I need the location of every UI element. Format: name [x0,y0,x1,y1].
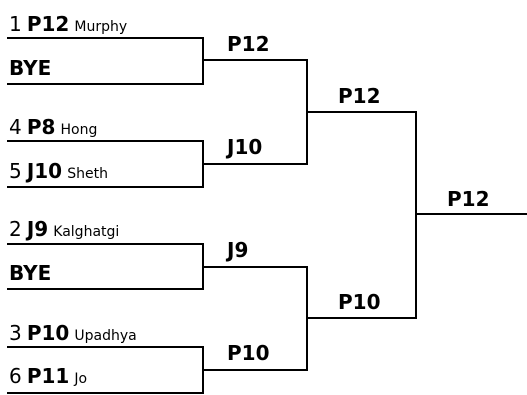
round1-entry-3 [9,117,97,137]
seed-number: 2 [9,217,22,241]
bracket-line [204,266,308,268]
bracket-connector [202,37,204,85]
round2-winner-1: P12 [227,32,270,56]
bracket-line [204,163,308,165]
round1-entry-4 [9,161,108,181]
champion: P12 [447,187,490,211]
bracket-line [7,83,204,85]
round1-entry-6 [9,263,51,283]
round1-entry-8 [9,366,87,386]
player-name: Kalghatgi [53,224,120,240]
player-name: Murphy [74,19,128,35]
bracket-line [7,186,204,188]
bracket-connector [415,111,417,319]
seed-number: 5 [9,159,22,183]
team-code: P8 [26,115,56,139]
bracket-line [7,392,204,394]
bracket-line [417,213,527,215]
bracket-line [308,317,417,319]
round1-entry-5 [9,219,119,239]
round2-winner-3: J9 [227,238,249,262]
player-name: Hong [60,122,98,138]
semifinal-winner-2: P10 [338,290,381,314]
team-code: J10 [26,159,63,183]
seed-number: 3 [9,321,22,345]
team-code: P10 [26,321,70,345]
bracket-line [7,243,204,245]
seed-number: 4 [9,115,22,139]
semifinal-winner-1: P12 [338,84,381,108]
seed-number: 1 [9,12,22,36]
bracket-line [204,59,308,61]
team-code: J9 [26,217,49,241]
bracket-line [7,288,204,290]
bye-label: BYE [9,56,52,80]
seed-number: 6 [9,364,22,388]
round1-entry-1 [9,14,127,34]
bracket-line [7,346,204,348]
player-name: Jo [74,371,88,387]
player-name: Sheth [67,166,108,182]
player-name: Upadhya [74,328,137,344]
round2-winner-2: J10 [227,135,263,159]
bracket-line [7,37,204,39]
bracket-line [308,111,417,113]
bracket-line [204,369,308,371]
round1-entry-2 [9,58,51,78]
team-code: P11 [26,364,70,388]
team-code: P12 [26,12,70,36]
bye-label: BYE [9,261,52,285]
round1-entry-7 [9,323,137,343]
bracket-line [7,140,204,142]
round2-winner-4: P10 [227,341,270,365]
